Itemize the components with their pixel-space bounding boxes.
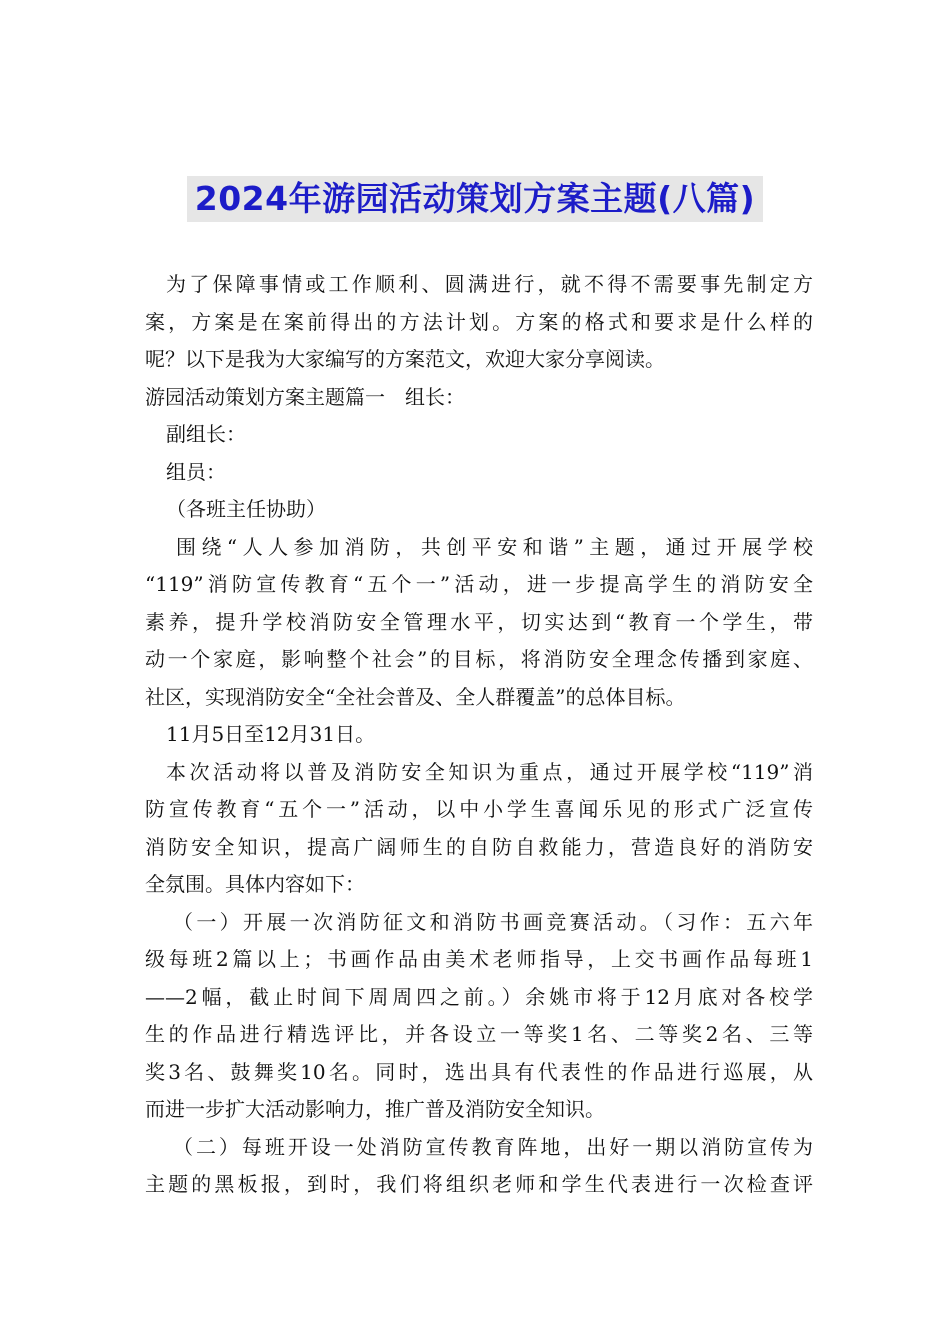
- paragraph-line: 围绕“人人参加消防，共创平安和谐”主题，通过开展学校: [176, 534, 813, 559]
- paragraph-line: “119”消防宣传教育“五个一”活动，进一步提高学生的消防安全: [145, 572, 813, 596]
- paragraph-line: ——2幅，截止时间下周周四之前。）余姚市将于12月底对各校学: [145, 984, 813, 1009]
- paragraph-line: 呢？以下是我为大家编写的方案范文，欢迎大家分享阅读。: [145, 347, 665, 371]
- paragraph-line: 生的作品进行精选评比，并各设立一等奖1名、二等奖2名、三等: [145, 1022, 813, 1046]
- paragraph-line: 而进一步扩大活动影响力，推广普及消防安全知识。: [145, 1097, 605, 1121]
- section-heading-line: 游园活动策划方案主题篇一 组长：: [145, 384, 465, 409]
- paragraph-line: 组员：: [166, 459, 226, 484]
- paragraph-line: 主题的黑板报，到时，我们将组织老师和学生代表进行一次检查评: [145, 1172, 813, 1196]
- paragraph-line: （二）每班开设一处消防宣传教育阵地，出好一期以消防宣传为: [173, 1134, 813, 1159]
- paragraph-line: 动一个家庭，影响整个社会”的目标，将消防安全理念传播到家庭、: [145, 647, 813, 671]
- paragraph-line: 防宣传教育“五个一”活动，以中小学生喜闻乐见的形式广泛宣传: [145, 797, 813, 821]
- document-title: 2024年游园活动策划方案主题(八篇): [187, 176, 764, 222]
- paragraph-line: 奖3名、鼓舞奖10名。同时，选出具有代表性的作品进行巡展，从: [145, 1059, 813, 1084]
- paragraph-line: 为了保障事情或工作顺利、圆满进行，就不得不需要事先制定方: [166, 272, 813, 296]
- paragraph-line: 社区，实现消防安全“全社会普及、全人群覆盖”的总体目标。: [145, 684, 686, 709]
- paragraph-line: 案，方案是在案前得出的方法计划。方案的格式和要求是什么样的: [145, 309, 813, 334]
- paragraph-line: 副组长：: [166, 422, 246, 446]
- paragraph-line: （各班主任协助）: [166, 497, 326, 521]
- paragraph-line: 素养，提升学校消防安全管理水平，切实达到“教育一个学生，带: [145, 609, 813, 634]
- paragraph-line: 级每班2篇以上；书画作品由美术老师指导，上交书画作品每班1: [145, 947, 813, 971]
- paragraph-line: （一）开展一次消防征文和消防书画竞赛活动。（习作：五六年: [173, 909, 813, 934]
- paragraph-line: 11月5日至12月31日。: [166, 722, 376, 746]
- document-body: [145, 266, 813, 1204]
- title-block: [0, 176, 950, 222]
- paragraph-line: 全氛围。具体内容如下：: [145, 872, 365, 896]
- paragraph-line: 消防安全知识，提高广阔师生的自防自救能力，营造良好的消防安: [145, 834, 813, 859]
- paragraph-line: 本次活动将以普及消防安全知识为重点，通过开展学校“119”消: [166, 759, 813, 784]
